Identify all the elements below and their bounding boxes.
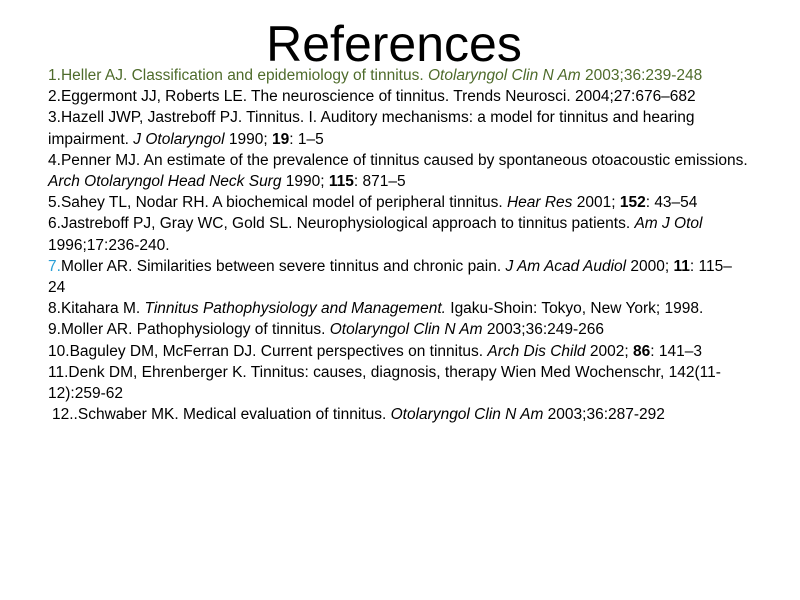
reference-item-12 (48, 404, 748, 425)
reference-pages: : 115–24 (48, 257, 732, 297)
reference-item-1 (48, 65, 748, 86)
reference-journal: Arch Otolaryngol Head Neck Surg (48, 173, 282, 191)
reference-journal: J Am Acad Audiol (505, 257, 627, 275)
reference-pages: : 43–54 (645, 194, 698, 212)
reference-author: Sahey TL, Nodar RH. A biochemical model of peripheral tinnitus. (60, 194, 507, 212)
reference-item-6 (48, 213, 748, 255)
reference-item-3 (48, 107, 748, 149)
reference-author: Hazell JWP, Jastreboff PJ. Tinnitus. I. Auditory mechanisms: a model for tinnitus and hearing impairment. (48, 109, 695, 148)
reference-number: 10. (48, 342, 70, 360)
reference-journal: Arch Dis Child (487, 342, 586, 360)
reference-item-8 (48, 298, 748, 319)
reference-item-4 (48, 150, 748, 192)
reference-journal: J Otolaryngol (133, 130, 225, 148)
reference-year: 2002; (585, 342, 633, 360)
reference-journal: Tinnitus Pathophysiology and Management. (144, 300, 446, 318)
reference-journal: Otolaryngol Clin N Am (390, 406, 544, 424)
reference-number: 7. (48, 257, 61, 275)
reference-author: Moller AR. Pathophysiology of tinnitus. (60, 321, 330, 339)
reference-item-10 (48, 341, 748, 362)
reference-number: 5. (48, 194, 61, 212)
reference-tail: 2003;36:239-248 (580, 67, 703, 84)
reference-number: 2. (48, 88, 61, 106)
reference-year: 1990; (224, 130, 273, 148)
reference-volume: 11 (673, 257, 690, 275)
reference-number: 1. (48, 67, 61, 84)
reference-volume: 152 (619, 194, 646, 212)
reference-text: Eggermont JJ, Roberts LE. The neuroscience of tinnitus. Trends Neurosci. 2004;27:676–682 (60, 88, 696, 106)
reference-author: Moller AR. Similarities between severe tinnitus and chronic pain. (60, 257, 506, 275)
reference-journal: Hear Res (506, 194, 573, 212)
reference-tail: Igaku-Shoin: Tokyo, New York; 1998. (445, 300, 704, 318)
reference-pages: : 871–5 (353, 173, 406, 191)
reference-author: Baguley DM, McFerran DJ. Current perspectives on tinnitus. (69, 342, 488, 360)
reference-number: 4. (48, 151, 61, 169)
reference-author: Jastreboff PJ, Gray WC, Gold SL. Neurophysiological approach to tinnitus patients. (60, 215, 635, 233)
reference-journal: Am J Otol (634, 215, 703, 233)
reference-volume: 86 (632, 342, 651, 360)
reference-author: Heller AJ. Classification and epidemiology of tinnitus. (60, 67, 428, 84)
reference-number: 12.. (52, 406, 78, 424)
reference-item-11 (48, 362, 748, 404)
reference-number: 9. (48, 321, 61, 339)
reference-tail: 1996;17:236-240. (48, 236, 170, 254)
reference-author: Kitahara M. (60, 300, 145, 318)
reference-number: 6. (48, 215, 61, 233)
reference-journal: Otolaryngol Clin N Am (329, 321, 483, 339)
page-title: References (266, 16, 522, 72)
reference-item-9 (48, 319, 748, 340)
reference-year: 2000; (626, 257, 674, 275)
reference-tail: 2003;36:287-292 (543, 406, 665, 424)
reference-year: 1990; (281, 173, 329, 191)
reference-volume: 115 (328, 173, 354, 191)
reference-list (48, 65, 748, 425)
reference-item-2 (48, 86, 748, 107)
reference-pages: : 1–5 (289, 130, 324, 148)
reference-pages: : 141–3 (650, 342, 702, 360)
reference-item-5 (48, 192, 748, 213)
reference-number: 8. (48, 300, 61, 318)
reference-volume: 19 (272, 130, 290, 148)
reference-number: 3. (48, 109, 61, 127)
reference-tail: 2003;36:249-266 (482, 321, 605, 339)
reference-item-7 (48, 256, 748, 298)
reference-text: Denk DM, Ehrenberger K. Tinnitus: causes, diagnosis, therapy Wien Med Wochenschr, 142(11-12):259-62 (48, 363, 721, 403)
reference-journal: Otolaryngol Clin N Am (427, 67, 581, 84)
reference-year: 2001; (572, 194, 620, 212)
reference-author: Schwaber MK. Medical evaluation of tinnitus. (77, 406, 391, 424)
reference-author: Penner MJ. An estimate of the prevalence of tinnitus caused by spontaneous otoacoustic emissions. (60, 151, 748, 169)
reference-number: 11. (48, 363, 69, 381)
